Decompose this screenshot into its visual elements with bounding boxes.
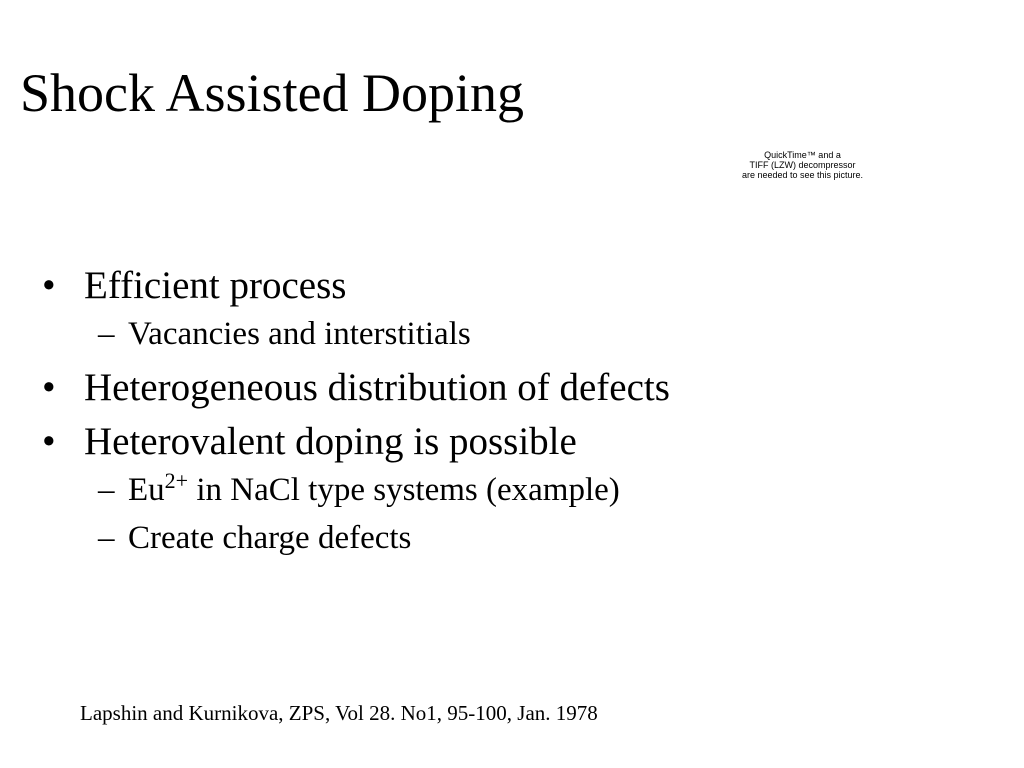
sub-bullet-text-pre: Eu bbox=[128, 472, 165, 508]
placeholder-line-2: TIFF (LZW) decompressor bbox=[749, 160, 856, 170]
bullet-text: Heterovalent doping is possible bbox=[84, 420, 577, 463]
bullet-list bbox=[40, 262, 670, 562]
bullet-marker: • bbox=[42, 420, 56, 463]
slide-title: Shock Assisted Doping bbox=[20, 63, 525, 123]
bullet-text: Heterogeneous distribution of defects bbox=[84, 366, 670, 409]
sub-bullet-marker: – bbox=[98, 472, 115, 508]
superscript-charge: 2+ bbox=[164, 468, 189, 493]
placeholder-line-3: are needed to see this picture. bbox=[741, 170, 864, 180]
bullet-marker: • bbox=[42, 366, 56, 409]
placeholder-line-1: QuickTime™ and a bbox=[764, 150, 841, 160]
bullet-item bbox=[40, 364, 670, 412]
sub-bullet-item bbox=[40, 466, 670, 514]
bullet-text: Efficient process bbox=[84, 264, 347, 307]
missing-image-placeholder bbox=[700, 150, 905, 180]
bullet-item bbox=[40, 262, 670, 310]
sub-bullet-item bbox=[40, 310, 670, 358]
sub-bullet-text: Create charge defects bbox=[128, 520, 412, 556]
sub-bullet-text-post: in NaCl type systems (example) bbox=[188, 472, 620, 508]
bullet-item bbox=[40, 418, 670, 466]
sub-bullet-marker: – bbox=[98, 520, 115, 556]
sub-bullet-marker: – bbox=[98, 316, 115, 352]
sub-bullet-item bbox=[40, 514, 670, 562]
sub-bullet-text: Vacancies and interstitials bbox=[128, 316, 471, 352]
citation: Lapshin and Kurnikova, ZPS, Vol 28. No1, 95-100, Jan. 1978 bbox=[80, 701, 598, 725]
bullet-marker: • bbox=[42, 264, 56, 307]
